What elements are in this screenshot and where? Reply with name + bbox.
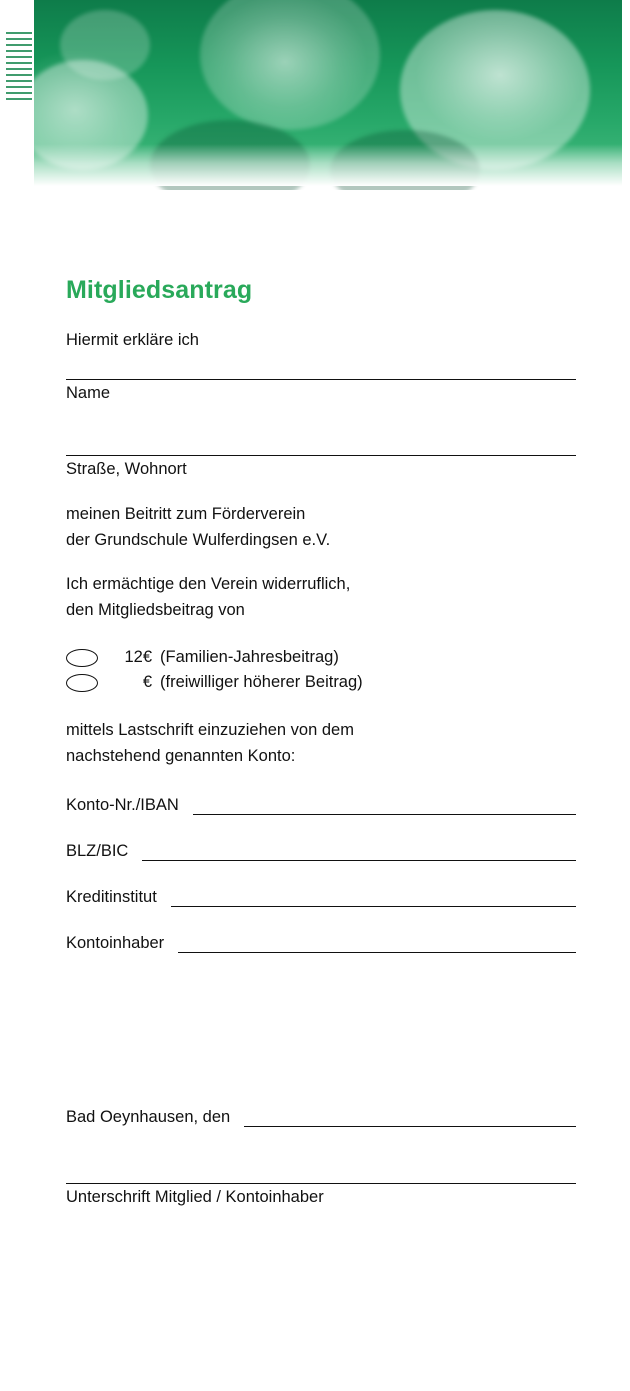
field-account-holder-label: Kontoinhaber: [66, 934, 165, 952]
option-amount: 12€: [124, 648, 152, 666]
declaration-line-1: meinen Beitritt zum Förderverein: [66, 505, 306, 523]
option-label: (Familien-Jahresbeitrag): [160, 648, 339, 666]
authorization-line-1: Ich ermächtige den Verein widerruflich,: [66, 575, 351, 593]
field-bank-input-line[interactable]: [171, 892, 576, 907]
checkbox-oval-icon[interactable]: [66, 649, 98, 667]
children-photo: [0, 0, 630, 186]
address-label: Straße, Wohnort: [66, 460, 187, 478]
page-title: Mitgliedsantrag: [66, 276, 253, 304]
authorization-line-2: den Mitgliedsbeitrag von: [66, 601, 245, 619]
header-photo-banner: [0, 0, 630, 190]
field-iban-input-line[interactable]: [193, 800, 576, 815]
field-blz-bic-label: BLZ/BIC: [66, 842, 129, 860]
option-row-standard[interactable]: [66, 645, 578, 670]
photo-shape: [60, 10, 150, 80]
field-place-date-input-line[interactable]: [244, 1112, 576, 1127]
field-place-date[interactable]: [66, 1107, 576, 1127]
field-iban[interactable]: [66, 795, 576, 815]
signature-label: Unterschrift Mitglied / Kontoinhaber: [66, 1188, 324, 1206]
photo-hatch-pattern: [6, 32, 32, 102]
field-account-holder[interactable]: [66, 933, 576, 953]
option-amount: €: [142, 673, 152, 691]
contribution-options: [66, 645, 578, 695]
debit-note-line-2: nachstehend genannten Konto:: [66, 747, 296, 765]
intro-text: Hiermit erkläre ich: [66, 331, 199, 349]
debit-note-line-1: mittels Lastschrift einzuziehen von dem: [66, 721, 354, 739]
name-label: Name: [66, 384, 111, 402]
form-body: [0, 190, 630, 1207]
field-blz-bic-input-line[interactable]: [142, 846, 576, 861]
photo-shape: [200, 0, 380, 130]
option-row-voluntary[interactable]: [66, 670, 578, 695]
field-iban-label: Konto-Nr./IBAN: [66, 796, 179, 814]
option-label: (freiwilliger höherer Beitrag): [160, 673, 363, 691]
field-blz-bic[interactable]: [66, 841, 576, 861]
signature-field[interactable]: [66, 1183, 578, 1207]
declaration-line-2: der Grundschule Wulferdingsen e.V.: [66, 531, 331, 549]
field-bank[interactable]: [66, 887, 576, 907]
field-account-holder-input-line[interactable]: [178, 938, 576, 953]
field-place-date-label: Bad Oeynhausen, den: [66, 1108, 231, 1126]
name-field[interactable]: [66, 379, 578, 403]
field-bank-label: Kreditinstitut: [66, 888, 157, 906]
checkbox-oval-icon[interactable]: [66, 674, 98, 692]
address-field[interactable]: [66, 455, 578, 479]
photo-fade: [0, 144, 630, 186]
